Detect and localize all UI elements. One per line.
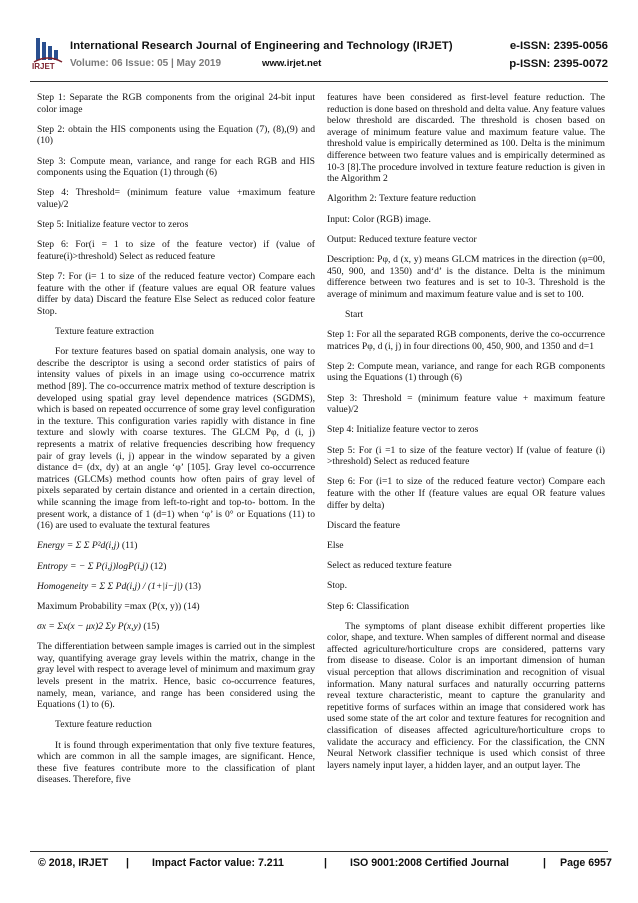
paragraph: Step 2: Compute mean, variance, and range for each RGB components using the Equations (1) through (6) [327,360,605,384]
right-column [327,92,605,780]
paragraph: Else [327,539,344,551]
equation [37,561,315,573]
paragraph: Step 6: For (i=1 to size of the reduced feature vector) Compare each feature with the other If (feature values are equal OR feature values differ by delta) [327,476,605,511]
footer-iso: ISO 9001:2008 Certified Journal [350,857,509,869]
equation [37,621,315,633]
equation [37,540,315,552]
paragraph: Output: Reduced texture feature vector [327,233,477,245]
paragraph: Step 4: Initialize feature vector to zeros [327,424,479,436]
paragraph: Step 1: For all the separated RGB components, derive the co-occurrence matrices Pφ, d (i, j) in four directions 00, 450, 900, and 1350 and d=1 [327,329,605,352]
equation-text: Energy = Σ Σ P²d(i,j) [37,540,122,552]
paragraph: Texture feature extraction [55,326,154,338]
equation-number: (12) [150,560,167,572]
paragraph: The symptoms of plant disease exhibit different properties like color, shape, and texture. When samples of different normal and disease affected agriculture/horticulture crops are considered, patterns vary from disease to disease. Color is an important dimension of human visual perception that allows discrimination and recognition of visual information. Many natural surfaces and naturally occurring patterns reveal texture characteristic, meant to capture the granularity and repetitive forms of surfaces within an image that considered work has used some state of the art color and texture features for recognition and classification of diseases affected agriculture/horticulture crops to validate the accuracy and efficiency. For the classification, the CNN Neural Network classifier technique is used which consist of three layers namely input layer, a hidden layer, and an output layer. The [327,620,605,771]
paragraph: It is found through experimentation that only five texture features, which are common in all the sample images, are significant. Hence, these five features contribute more to the classification of plant diseases. Therefore, five [37,739,315,786]
page-footer [30,851,612,875]
paragraph: Step 3: Threshold = (minimum feature value + maximum feature value)/2 [327,392,605,416]
left-column [37,92,315,795]
paragraph: Step 4: Threshold= (minimum feature value +maximum feature value)/2 [37,187,315,210]
volume-issue: Volume: 06 Issue: 05 | May 2019 [70,58,222,69]
equation-text: σx = Σx(x − μx)2 Σy P(x,y) [37,621,144,633]
journal-title: International Research Journal of Engineering and Technology (IRJET) [70,40,453,52]
footer-sep: | [126,857,129,869]
header-rule [30,81,608,82]
equation-text: Homogeneity = Σ Σ Pd(i,j) / (1+|i−j|) [37,580,185,592]
footer-impact: Impact Factor value: 7.211 [152,857,284,869]
paragraph: For texture features based on spatial domain analysis, one way to describe the descriptor is using a second order statistics of pairs of intensity values of pixels in an image using co-occurrence matrix method [89]. The co-occurrence matrix method of texture description is developed using spatial gray level dependence matrices (SGDMS), which is based on repeated occurrence of some gray level configuration in the texture. This configuration varies rapidly with distance in fine texture and slowly with coarse textures. The GLCM Pφ, d (i, j) represents a matrix of relative frequencies describing how frequency pair of gray levels (i, j) appear in the window separated by a given distance d= (dx, dy) at an angle ‘φ’ [105]. Gray level co-occurrence matrices (GLCMs) method counts how often pairs of gray level of pixels separated by certain distance and oriented in a certain direction, while scanning the image from left-to-right and top-to- bottom. In the present work, a distance of 1 (d=1) when ‘φ’ is 0° or Equations (11) to (16) are used to evaluate the textural features [37,346,315,532]
website-link[interactable]: www.irjet.net [262,58,322,69]
paragraph: Step 6: For(i = 1 to size of the feature vector) if (value of feature(i)>threshold) Select as reduced feature [37,239,315,262]
equation [37,581,315,593]
paragraph: features have been considered as first-level feature reduction. The reduction is done based on threshold and delta value. Any feature values below threshold are discarded. The threshold is chosen based on average of minimum feature value and maximum feature value. The threshold value is empirically determined as 100. Delta is the minimum difference between two feature values and is empirically determined as 10-3 [8].The procedure involved in texture feature reduction is given in the Algorithm 2 [327,92,605,185]
paragraph: The differentiation between sample images is carried out in the simplest way, quantifying average gray levels within the matrix, change in the gray level with respect to average level of minimum and maximum gray levels present in the matrix. Hence, basic co-occurrence features, namely, mean, variance, and range has been considered using the Equations (1) to (6). [37,641,315,711]
paragraph: Stop. [327,580,347,592]
paragraph: Input: Color (RGB) image. [327,213,431,225]
paragraph: Texture feature reduction [55,719,152,731]
footer-sep: | [324,857,327,869]
paragraph: Maximum Probability =max (P(x, y)) (14) [37,600,200,612]
paragraph: Step 2: obtain the HIS components using the Equation (7), (8),(9) and (10) [37,123,315,147]
equation-number: (15) [143,621,160,633]
equation-number: (13) [185,580,201,592]
page-header [30,34,608,78]
paragraph: Step 6: Classification [327,600,410,612]
paragraph: Step 7: For (i= 1 to size of the reduced feature vector) Compare each feature with the other if (feature values are equal OR feature values differ by data) Discard the feature Else Select as reduced color feature Stop. [37,271,315,317]
equation-text: Entropy = − Σ P(i,j)logP(i,j) [37,560,151,572]
paragraph: Discard the feature [327,519,400,531]
pissn: p-ISSN: 2395-0072 [509,58,608,70]
paragraph: Algorithm 2: Texture feature reduction [327,193,476,205]
footer-page: Page 6957 [560,857,612,869]
eissn: e-ISSN: 2395-0056 [509,40,608,52]
footer-sep: | [543,857,546,869]
paragraph: Step 5: For (i =1 to size of the feature vector) If (value of feature (i) >threshold) Select as reduced feature [327,444,605,468]
footer-copyright: © 2018, IRJET [38,857,109,869]
paragraph: Step 1: Separate the RGB components from the original 24-bit input color image [37,92,315,115]
paragraph: Select as reduced texture feature [327,560,452,572]
paragraph: Start [345,308,364,320]
paragraph: Description: Pφ, d (x, y) means GLCM matrices in the direction (φ=00, 450, 900, and 1350) and‘d’ is the distance. Delta is the minimum difference between two features and is set to 10-3. Threshold is the average of minimum and maximum feature value and is set to 100. [327,253,605,300]
equation-number: (11) [121,540,138,552]
paragraph: Step 3: Compute mean, variance, and range for each RGB and HIS components using the Equation (1) through (6) [37,155,315,179]
logo-text: IRJET [32,62,55,71]
paragraph: Step 5: Initialize feature vector to zeros [37,219,189,231]
